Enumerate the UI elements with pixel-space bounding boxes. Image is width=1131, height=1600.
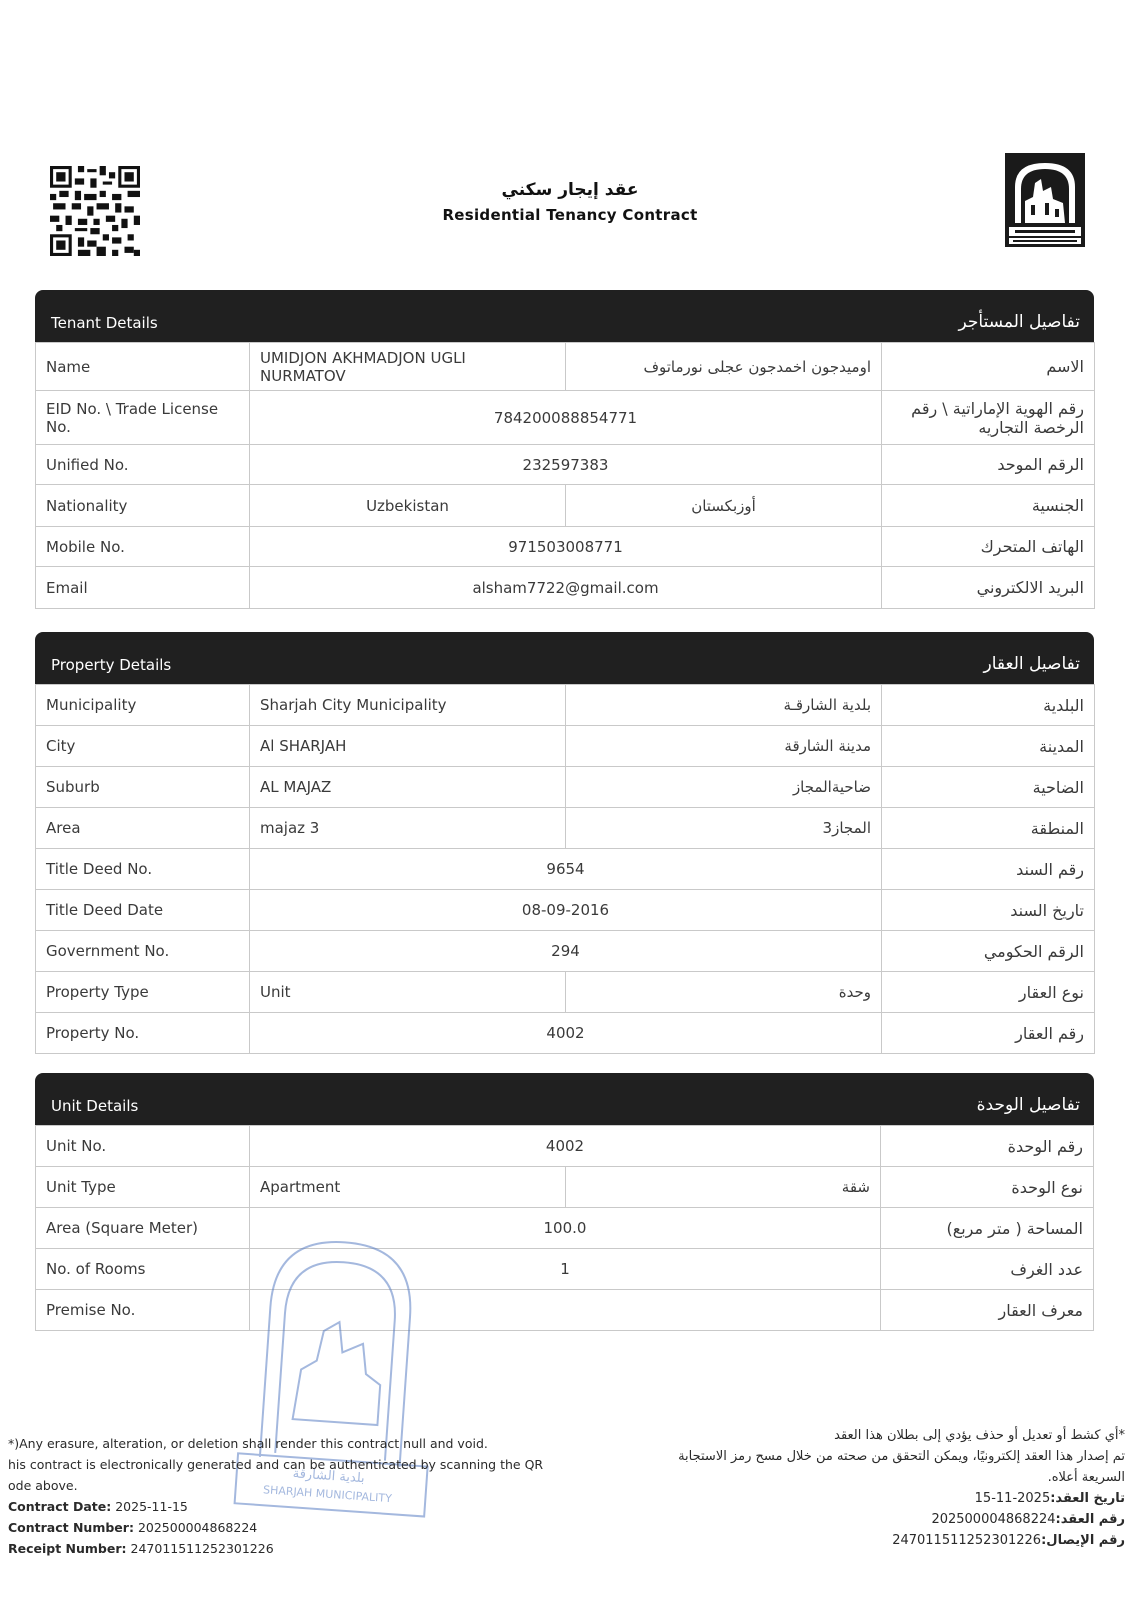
table-row bbox=[36, 485, 1095, 527]
label-en: Premise No. bbox=[36, 1290, 250, 1331]
label-ar: المنطقة bbox=[882, 808, 1095, 849]
label-en: Property Type bbox=[36, 972, 250, 1013]
label-en: Municipality bbox=[36, 685, 250, 726]
label-ar: نوع العقار bbox=[882, 972, 1095, 1013]
unit-details-table bbox=[35, 1125, 1094, 1331]
footer-note-3-ar: السريعة أعلاه. bbox=[1047, 1470, 1125, 1485]
unit-number: 4002 bbox=[250, 1126, 881, 1167]
label-en: Unit Type bbox=[36, 1167, 250, 1208]
tenant-details-table bbox=[35, 342, 1095, 609]
unit-details-section bbox=[35, 1073, 1094, 1331]
section-title-ar: تفاصيل العقار bbox=[983, 654, 1080, 674]
qr-code bbox=[50, 166, 140, 256]
label-en: Title Deed No. bbox=[36, 849, 250, 890]
city-ar: مدينة الشارقة bbox=[566, 726, 882, 767]
table-row bbox=[36, 1167, 1094, 1208]
svg-text:SHARJAH MUNICIPALITY: SHARJAH MUNICIPALITY bbox=[262, 1483, 393, 1506]
label-en: Unit No. bbox=[36, 1126, 250, 1167]
footer-note-2: his contract is electronically generated and can be authenticated by scanning the QR bbox=[8, 1457, 544, 1472]
label-ar: الهاتف المتحرك bbox=[882, 527, 1095, 567]
property-number: 4002 bbox=[250, 1013, 882, 1054]
contract-date-line-ar bbox=[605, 1488, 1125, 1509]
label-ar: البريد الالكتروني bbox=[882, 567, 1095, 609]
tenant-details-header bbox=[35, 290, 1094, 342]
section-title-ar: تفاصيل الوحدة bbox=[976, 1095, 1080, 1115]
section-title-en: Property Details bbox=[51, 656, 172, 674]
table-row bbox=[36, 1249, 1094, 1290]
contract-number-value-ar: 202500004868224 bbox=[931, 1512, 1056, 1527]
label-ar: الرقم الحكومي bbox=[882, 931, 1095, 972]
table-row bbox=[36, 767, 1095, 808]
footer-note-2-ar: تم إصدار هذا العقد إلكترونيًا، ويمكن التحقق من صحته من خلال مسح رمز الاستجابة bbox=[678, 1449, 1125, 1464]
unit-details-header bbox=[35, 1073, 1094, 1125]
section-title-en: Unit Details bbox=[51, 1097, 139, 1115]
contract-number-label-ar: رقم العقد: bbox=[1055, 1512, 1125, 1527]
municipality-ar: بلدية الشارقـة bbox=[566, 685, 882, 726]
label-ar: الجنسية bbox=[882, 485, 1095, 527]
suburb-ar: ضاحيةالمجاز bbox=[566, 767, 882, 808]
label-en: Mobile No. bbox=[36, 527, 250, 567]
label-ar: الضاحية bbox=[882, 767, 1095, 808]
title-arabic: عقد إيجار سكني bbox=[501, 180, 639, 200]
label-en: No. of Rooms bbox=[36, 1249, 250, 1290]
contract-number-value: 202500004868224 bbox=[137, 1520, 258, 1535]
area-ar: المجاز3 bbox=[566, 808, 882, 849]
label-en: Property No. bbox=[36, 1013, 250, 1054]
contract-date-label: Contract Date: bbox=[8, 1499, 112, 1514]
contract-date-label-ar: تاريخ العقد: bbox=[1050, 1491, 1125, 1506]
table-row bbox=[36, 445, 1095, 485]
label-ar: تاريخ السند bbox=[882, 890, 1095, 931]
unit-type-ar: شقة bbox=[565, 1167, 881, 1208]
label-en: Area (Square Meter) bbox=[36, 1208, 250, 1249]
label-en: Name bbox=[36, 343, 250, 391]
footer-note-3: ode above. bbox=[8, 1478, 78, 1493]
document-title bbox=[380, 180, 760, 224]
label-ar: البلدية bbox=[882, 685, 1095, 726]
table-row bbox=[36, 343, 1095, 391]
tenant-details-section bbox=[35, 290, 1094, 609]
label-en: Email bbox=[36, 567, 250, 609]
contract-date-value: 2025-11-15 bbox=[115, 1499, 188, 1514]
label-ar: نوع الوحدة bbox=[881, 1167, 1094, 1208]
municipality-en: Sharjah City Municipality bbox=[250, 685, 566, 726]
footer-note-1: *)Any erasure, alteration, or deletion shall render this contract null and void. bbox=[8, 1436, 488, 1451]
property-type-ar: وحدة bbox=[566, 972, 882, 1013]
contract-number-label: Contract Number: bbox=[8, 1520, 134, 1535]
area-en: majaz 3 bbox=[250, 808, 566, 849]
table-row bbox=[36, 972, 1095, 1013]
table-row bbox=[36, 1013, 1095, 1054]
table-row bbox=[36, 685, 1095, 726]
label-en: Nationality bbox=[36, 485, 250, 527]
label-ar: رقم الهوية الإماراتية \ رقم الرخصة التجاريه bbox=[882, 391, 1095, 445]
contract-date-line bbox=[8, 1496, 568, 1517]
property-details-header bbox=[35, 632, 1094, 684]
property-details-section bbox=[35, 632, 1094, 1054]
nationality-ar: أوزبكستان bbox=[566, 485, 882, 527]
label-ar: المساحة ( متر مربع) bbox=[881, 1208, 1094, 1249]
unit-area: 100.0 bbox=[250, 1208, 881, 1249]
receipt-number-label: Receipt Number: bbox=[8, 1541, 127, 1556]
label-ar: عدد الغرف bbox=[881, 1249, 1094, 1290]
footer-note-1-ar: *أي كشط أو تعديل أو حذف يؤدي إلى بطلان هذا العقد bbox=[834, 1428, 1125, 1443]
receipt-number-value: 247011511252301226 bbox=[130, 1541, 274, 1556]
receipt-number-label-ar: رقم الإيصال: bbox=[1041, 1533, 1125, 1548]
property-details-table bbox=[35, 684, 1095, 1054]
label-ar: رقم السند bbox=[882, 849, 1095, 890]
label-ar: الرقم الموحد bbox=[882, 445, 1095, 485]
contract-number-line bbox=[8, 1517, 568, 1538]
label-en: Unified No. bbox=[36, 445, 250, 485]
room-count: 1 bbox=[250, 1249, 881, 1290]
tenant-name-en: UMIDJON AKHMADJON UGLI NURMATOV bbox=[250, 343, 566, 391]
label-en: EID No. \ Trade License No. bbox=[36, 391, 250, 445]
section-title-en: Tenant Details bbox=[51, 314, 158, 332]
mobile-number: 971503008771 bbox=[250, 527, 882, 567]
sharjah-municipality-logo bbox=[1005, 153, 1085, 247]
email-value: alsham7722@gmail.com bbox=[250, 567, 882, 609]
receipt-number-line-ar bbox=[605, 1530, 1125, 1551]
table-row bbox=[36, 726, 1095, 767]
table-row bbox=[36, 1208, 1094, 1249]
table-row bbox=[36, 931, 1095, 972]
svg-text:بلدية الشارقة: بلدية الشارقة bbox=[292, 1466, 366, 1487]
table-row bbox=[36, 527, 1095, 567]
title-deed-date: 08-09-2016 bbox=[250, 890, 882, 931]
table-row bbox=[36, 391, 1095, 445]
government-number: 294 bbox=[250, 931, 882, 972]
contract-number-line-ar bbox=[605, 1509, 1125, 1530]
receipt-number-line bbox=[8, 1538, 568, 1559]
title-english: Residential Tenancy Contract bbox=[442, 206, 698, 224]
label-ar: رقم العقار bbox=[882, 1013, 1095, 1054]
table-row bbox=[36, 1126, 1094, 1167]
section-title-ar: تفاصيل المستأجر bbox=[958, 312, 1080, 332]
premise-number bbox=[250, 1290, 881, 1331]
nationality-en: Uzbekistan bbox=[250, 485, 566, 527]
label-ar: الاسم bbox=[882, 343, 1095, 391]
table-row bbox=[36, 567, 1095, 609]
receipt-number-value-ar: 247011511252301226 bbox=[892, 1533, 1042, 1548]
label-en: Government No. bbox=[36, 931, 250, 972]
tenant-name-ar: اوميدجون اخمدجون عجلى نورماتوف bbox=[566, 343, 882, 391]
label-ar: المدينة bbox=[882, 726, 1095, 767]
label-en: Area bbox=[36, 808, 250, 849]
footer-english bbox=[8, 1433, 568, 1559]
label-ar: معرف العقار bbox=[881, 1290, 1094, 1331]
title-deed-number: 9654 bbox=[250, 849, 882, 890]
property-type-en: Unit bbox=[250, 972, 566, 1013]
table-row bbox=[36, 808, 1095, 849]
unit-type-en: Apartment bbox=[250, 1167, 566, 1208]
footer-arabic bbox=[605, 1425, 1125, 1551]
contract-date-value-ar: 2025-11-15 bbox=[974, 1491, 1051, 1506]
table-row bbox=[36, 1290, 1094, 1331]
table-row bbox=[36, 849, 1095, 890]
suburb-en: AL MAJAZ bbox=[250, 767, 566, 808]
label-en: Suburb bbox=[36, 767, 250, 808]
unified-number: 232597383 bbox=[250, 445, 882, 485]
label-en: Title Deed Date bbox=[36, 890, 250, 931]
label-en: City bbox=[36, 726, 250, 767]
label-ar: رقم الوحدة bbox=[881, 1126, 1094, 1167]
eid-number: 784200088854771 bbox=[250, 391, 882, 445]
city-en: Al SHARJAH bbox=[250, 726, 566, 767]
table-row bbox=[36, 890, 1095, 931]
